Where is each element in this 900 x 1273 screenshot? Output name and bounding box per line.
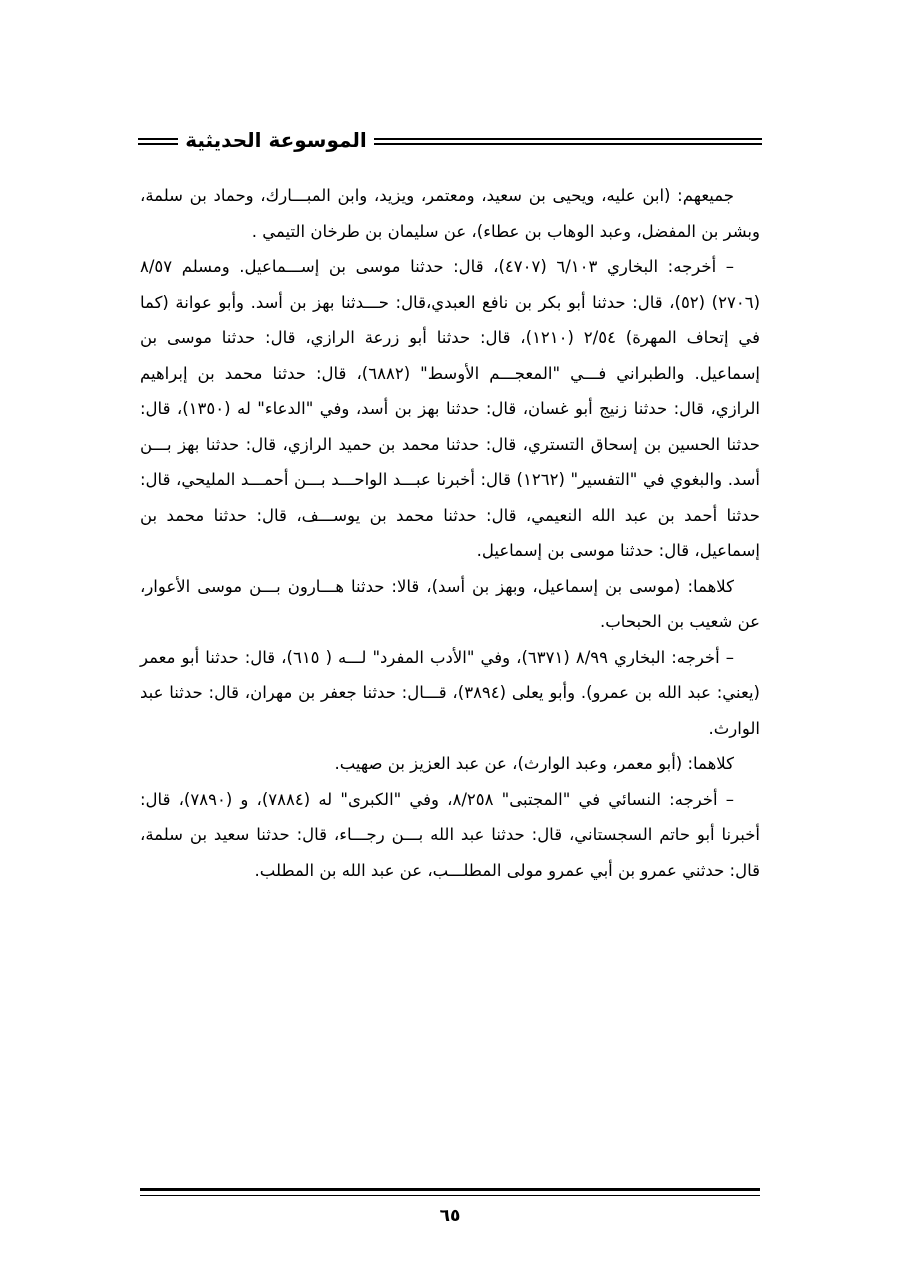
paragraph: – أخرجه: النسائي في "المجتبى" ٨/٢٥٨، وفي "الكبرى" له (٧٨٨٤)، و (٧٨٩٠)، قال: أخبرنا أبو حاتم السجستاني، قال: حدثنا عبد الله بـــن رجـــاء، قال: حدثنا سعيد بن سلمة، قال: حدثني عمرو بن أبي عمرو مولى المطلـــب، عن عبد الله بن المطلب. <box>140 789 760 880</box>
paragraph: – أخرجه: البخاري ٨/٩٩ (٦٣٧١)، وفي "الأدب المفرد" لـــه ( ٦١٥)، قال: حدثنا أبو معمر (يعني: عبد الله بن عمرو). وأبو يعلى (٣٨٩٤)، قـــال: حدثنا جعفر بن مهران، قال: حدثنا عبد الوارث. <box>140 647 760 738</box>
running-title: الموسوعة الحديثية <box>185 128 367 152</box>
paragraph: كلاهما: (موسى بن إسماعيل، وبهز بن أسد)، قالا: حدثنا هـــارون بـــن موسى الأعوار، عن شعيب بن الحبحاب. <box>140 576 760 631</box>
header-rule-right <box>374 138 762 145</box>
paragraph: – أخرجه: البخاري ٦/١٠٣ (٤٧٠٧)، قال: حدثنا موسى بن إســـماعيل. ومسلم ٨/٥٧ (٢٧٠٦) (٥٢)، قال: حدثنا أبو بكر بن نافع العبدي،قال: حـــدثنا بهز بن أسد. وأبو عوانة (كما في إتحاف المهرة) ٢/٥٤ (١٢١٠)، قال: حدثنا أبو زرعة الرازي، قال: حدثنا موسى بن إسماعيل. والطبراني فـــي "المعجـــم الأوسط" (٦٨٨٢)، قال: حدثنا محمد بن إبراهيم الرازي، قال: حدثنا زنيج أبو غسان، قال: حدثنا بهز بن أسد، وفي "الدعاء" له (١٣٥٠)، قال: حدثنا الحسين بن إسحاق التستري، قال: حدثنا محمد بن حميد الرازي، قال: حدثنا بهز بـــن أسد. والبغوي في "التفسير" (١٢٦٢) قال: أخبرنا عبـــد الواحـــد بـــن أحمـــد المليحي، قال: حدثنا أحمد بن عبد الله النعيمي، قال: حدثنا محمد بن يوســـف، قال: حدثنا محمد بن إسماعيل، قال: حدثنا موسى بن إسماعيل. <box>140 257 761 560</box>
header-rule-left <box>138 138 178 145</box>
paragraph: جميعهم: (ابن عليه، ويحيى بن سعيد، ومعتمر، ويزيد، وابن المبـــارك، وحماد بن سلمة، وبشر بن المفضل، وعبد الوهاب بن عطاء)، عن سليمان بن طرخان التيمي . <box>140 186 760 241</box>
page-number: ٦٥ <box>439 1206 461 1226</box>
footer-rule <box>140 1188 760 1196</box>
paragraph: كلاهما: (أبو معمر، وعبد الوارث)، عن عبد العزيز بن صهيب. <box>334 754 734 773</box>
running-header <box>138 124 762 158</box>
body-text <box>140 178 760 888</box>
